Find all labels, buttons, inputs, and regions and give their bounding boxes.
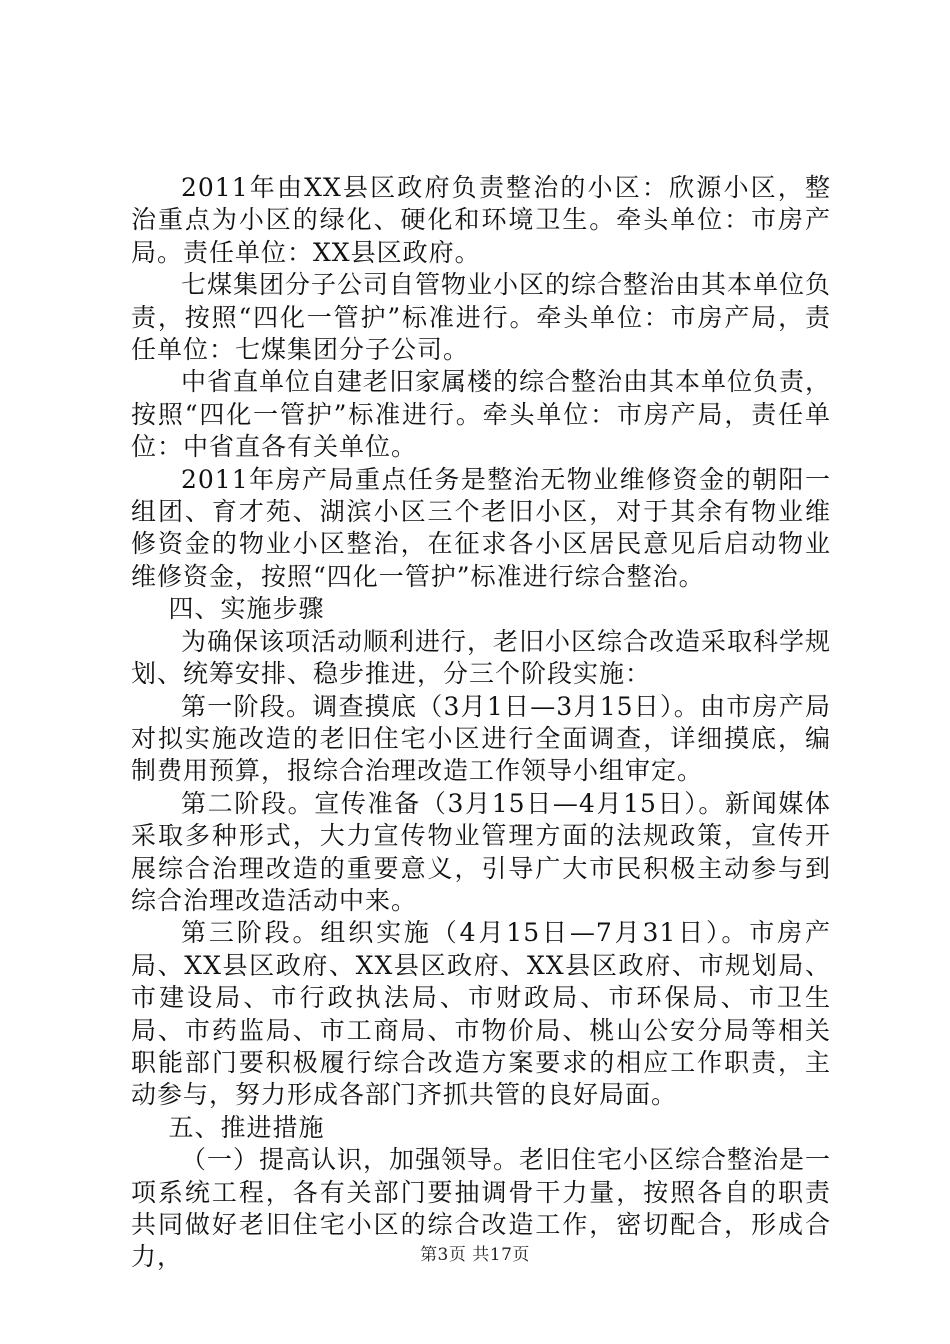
section-heading: 五、推进措施 bbox=[168, 1112, 325, 1142]
paragraph: 中省直单位自建老旧家属楼的综合整治由其本单位负责，按照“四化一管护”标准进行。牵头单位：市房产局，责任单位：中省直各有关单位。 bbox=[131, 367, 832, 462]
paragraph: 第三阶段。组织实施（4月15日—7月31日）。市房产局、XX县区政府、XX县区政府、XX县区政府、市规划局、市建设局、市行政执法局、市财政局、市环保局、市卫生局、市药监局、市工商局、市物价局、桃山公安分局等相关职能部门要积极履行综合改造方案要求的相应工作职责，主动参与，努力形成各部门齐抓共管的良好局面。 bbox=[131, 918, 831, 1110]
document-body bbox=[131, 172, 831, 1274]
paragraph: （一）提高认识，加强领导。老旧住宅小区综合整治是一项系统工程，各有关部门要抽调骨干力量，按照各自的职责共同做好老旧住宅小区的综合改造工作，密切配合，形成合力， bbox=[131, 1145, 832, 1272]
paragraph: 为确保该项活动顺利进行，老旧小区综合改造采取科学规划、统筹安排、稳步推进，分三个阶段实施： bbox=[131, 626, 832, 689]
page-footer: 第3页 共17页 bbox=[420, 1245, 530, 1265]
paragraph: 七煤集团分子公司自管物业小区的综合整治由其本单位负责，按照“四化一管护”标准进行。牵头单位：市房产局，责任单位：七煤集团分子公司。 bbox=[131, 270, 832, 365]
paragraph: 2011年由XX县区政府负责整治的小区：欣源小区，整治重点为小区的绿化、硬化和环境卫生。牵头单位：市房产局。责任单位：XX县区政府。 bbox=[131, 173, 831, 267]
paragraph: 第一阶段。调查摸底（3月1日—3月15日）。由市房产局对拟实施改造的老旧住宅小区进行全面调查，详细摸底，编制费用预算，报综合治理改造工作领导小组审定。 bbox=[131, 691, 831, 786]
paragraph: 2011年房产局重点任务是整治无物业维修资金的朝阳一组团、育才苑、湖滨小区三个老旧小区，对于其余有物业维修资金的物业小区整治，在征求各小区居民意见后启动物业维修资金，按照“四化一管护”标准进行综合整治。 bbox=[131, 464, 831, 591]
section-heading: 四、实施步骤 bbox=[168, 594, 325, 624]
paragraph: 第二阶段。宣传准备（3月15日—4月15日）。新闻媒体采取多种形式，大力宣传物业管理方面的法规政策，宣传开展综合治理改造的重要意义，引导广大市民积极主动参与到综合治理改造活动中来。 bbox=[131, 788, 831, 915]
